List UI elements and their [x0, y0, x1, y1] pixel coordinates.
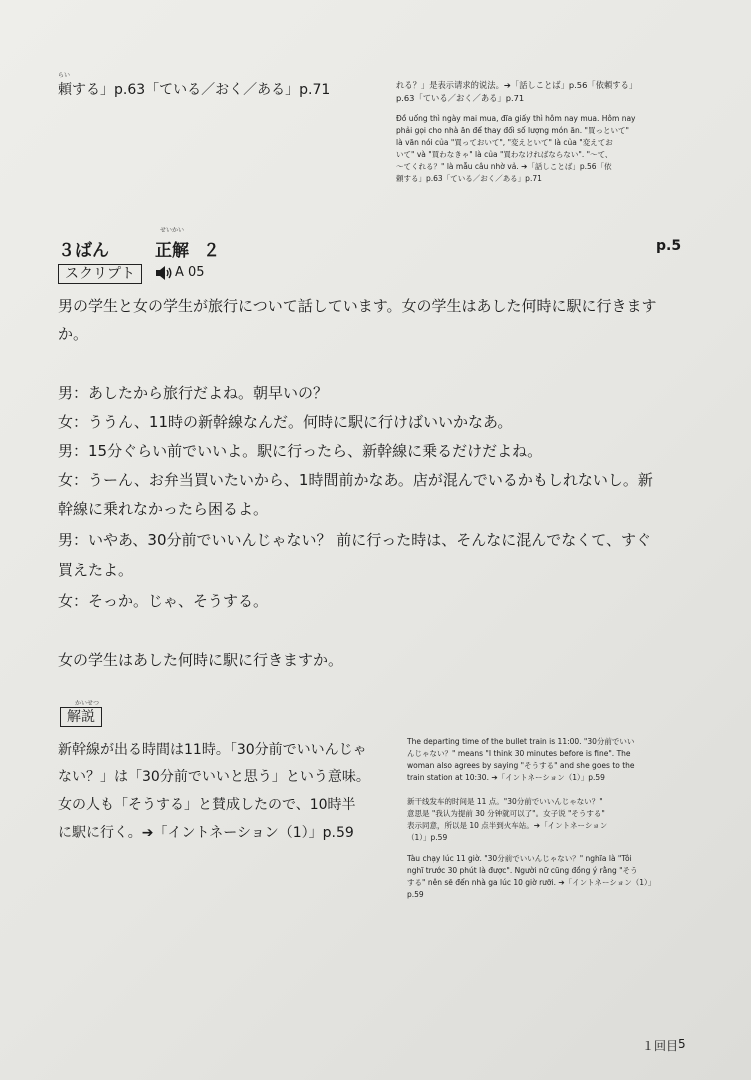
explanation-reading: かいせつ [75, 700, 100, 707]
note-line: phải gọi cho nhà ăn để thay đổi số lượng món ăn. "買っといて" [396, 126, 629, 135]
note-line: là văn nói của "買っておいて", "変えといて" là của "変えてお [396, 138, 613, 147]
intro-line-2: か。 [58, 325, 89, 343]
explanation-line: に駅に行く。➔「イントネーション（1）」p.59 [58, 825, 354, 841]
note-line: れる？」是表示请求的说法。➔「話しことば」p.56「依頼する」 [396, 80, 638, 90]
vietnamese-note [407, 853, 655, 901]
top-left-line: 頼する」p.63「ている／おく／ある」p.71 [58, 82, 331, 98]
dialogue-line: 幹線に乗れなかったら困るよ。 [58, 500, 269, 518]
explanation-label: 解説 [60, 707, 102, 727]
note-line: Tàu chạy lúc 11 giờ. "30分前でいいんじゃない？" nghĩa là "Tôi [407, 854, 632, 863]
dialogue-line: 女：うーん、お弁当買いたいから、1時間前かなあ。店が混んでいるかもしれないし。新 [58, 471, 653, 489]
furigana: らい [58, 72, 71, 79]
note-line: いて" và "買わなきゃ" là của "買わなければならない". "〜て、 [396, 150, 613, 159]
top-right-vi-note [396, 113, 636, 185]
script-label: スクリプト [58, 264, 142, 284]
question: 女の学生はあした何時に駅に行きますか。 [58, 651, 344, 669]
note-line: 〜てくれる？" là mẫu câu nhờ vả. ➔「話しことば」p.56「依 [396, 162, 612, 171]
note-line: 意思是 "我认为提前 30 分钟就可以了"。女子说 "そうする" [407, 809, 605, 818]
note-line: The departing time of the bullet train is 11:00. "30分前でいい [407, 737, 635, 746]
explanation-line: 新幹線が出る時間は11時。「30分前でいいんじゃ [58, 742, 367, 758]
dialogue-line: 男：15分ぐらい前でいいよ。駅に行ったら、新幹線に乗るだけだよね。 [58, 442, 543, 460]
page-number: 5 [678, 1037, 686, 1051]
note-line: 新干线发车的时间是 11 点。"30分前でいいんじゃない？" [407, 797, 603, 806]
dialogue-line: 女：ううん、11時の新幹線なんだ。何時に駅に行けばいいかなあ。 [58, 413, 513, 431]
top-right-zh-note [396, 79, 637, 105]
note-line: p.63「ている／おく／ある」p.71 [396, 93, 525, 103]
page-ref: p.5 [656, 238, 682, 254]
audio-track: A 05 [175, 265, 205, 280]
speaker-icon [155, 265, 173, 285]
note-line: （1）」p.59 [407, 833, 448, 842]
answer-value: ２ [203, 241, 220, 261]
answer-reading: せいかい [160, 227, 185, 234]
note-line: んじゃない？" means "I think 30 minutes before is fine". The [407, 749, 631, 758]
explanation-line: 女の人も「そうする」と賛成したので、10時半 [58, 797, 356, 813]
dialogue-line: 男：あしたから旅行だよね。朝早いの？ [58, 384, 329, 402]
note-line: p.59 [407, 890, 424, 899]
note-line: Đồ uống thì ngày mai mua, đĩa giấy thì hôm nay mua. Hôm nay [396, 114, 636, 123]
explanation-line: ない？」は「30分前でいいと思う」という意味。 [58, 769, 370, 785]
footer-chapter: １回目 [642, 1039, 679, 1053]
note-line: 頼する」p.63「ている／おく／ある」p.71 [396, 174, 542, 183]
note-line: 表示同意，所以是 10 点半到火车站。➔「イントネーション [407, 821, 608, 830]
dialogue-line: 男：いやあ、30分前でいいんじゃない？ 前に行った時は、そんなに混んでなくて、すぐ [58, 531, 651, 549]
section-number: ３ばん [58, 241, 109, 261]
dialogue-line: 女：そっか。じゃ、そうする。 [58, 592, 269, 610]
note-line: woman also agrees by saying "そうする" and she goes to the [407, 761, 635, 770]
note-line: nghĩ trước 30 phút là được". Người nữ cũng đồng ý rằng "そう [407, 866, 638, 875]
english-note [407, 736, 635, 784]
intro-line-1: 男の学生と女の学生が旅行について話しています。女の学生はあした何時に駅に行きます [58, 297, 657, 315]
dialogue-line: 買えたよ。 [58, 561, 134, 579]
note-line: train station at 10:30. ➔「イントネーション（1）」p.59 [407, 773, 605, 782]
note-line: する" nên sẽ đến nhà ga lúc 10 giờ rưỡi. ➔「イントネーション（1）」 [407, 878, 656, 887]
answer-label: 正解 [155, 241, 189, 261]
chinese-note [407, 796, 607, 844]
